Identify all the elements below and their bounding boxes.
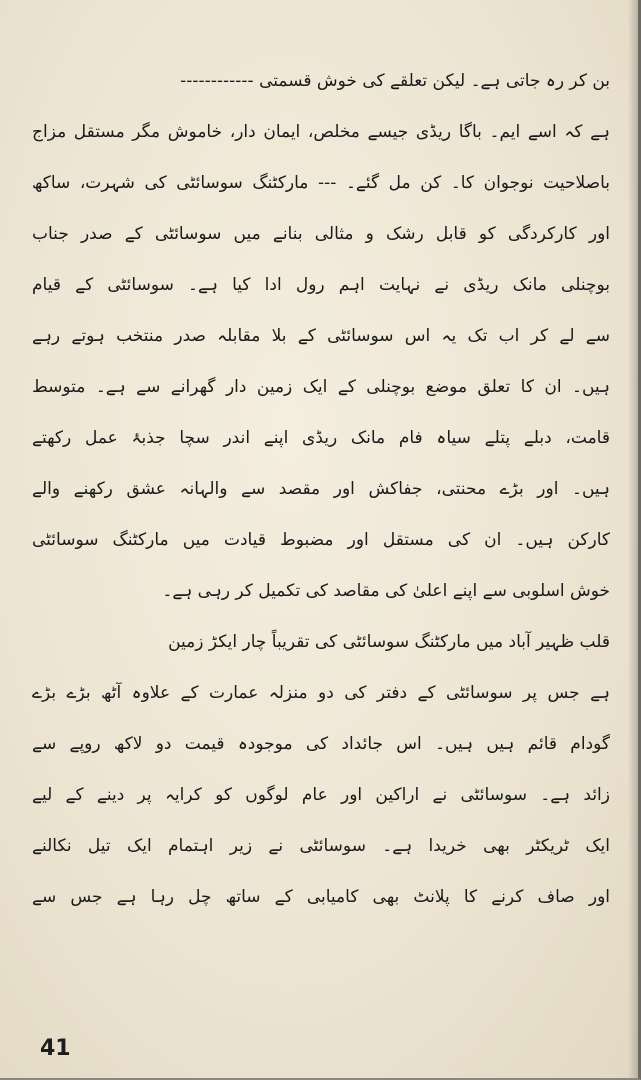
- text-line: ایک ٹریکٹر بھی خریدا ہے۔ سوسائٹی نے زیر اہتمام ایک تیل نکالنے: [32, 836, 610, 856]
- text-line: گودام قائم ہیں ہیں۔ اس جائداد کی موجودہ قیمت دو لاکھ روپے سے: [32, 734, 610, 754]
- text-line: زائد ہے۔ سوسائٹی نے اراکین اور عام لوگوں کو کرایہ پر دینے کے لیے: [32, 785, 610, 805]
- text-line: باصلاحیت نوجوان کا۔ کن مل گئے۔ --- مارکٹنگ سوسائٹی کی شہرت، ساکھ: [32, 173, 610, 193]
- text-line: ہیں۔ اور بڑے محنتی، جفاکش اور مقصد سے والہانہ عشق رکھنے والے: [32, 479, 610, 499]
- text-line: خوش اسلوبی سے اپنے اعلیٰ کی مقاصد کی تکمیل کر رہی ہے۔: [162, 581, 610, 601]
- text-line: قلب ظہیر آباد میں مارکٹنگ سوسائٹی کی تقریباً چار ایکڑ زمین: [168, 632, 610, 652]
- text-line: ہیں۔ ان کا تعلق موضع بوچنلی کے ایک زمین دار گھرانے سے ہے۔ متوسط: [32, 377, 610, 397]
- body-text: [32, 56, 610, 923]
- text-line: ہے جس پر سوسائٹی کے دفتر کی دو منزلہ عمارت کے علاوہ آٹھ بڑے بڑے: [32, 683, 610, 703]
- text-line: ہے کہ اسے ایم۔ باگا ریڈی جیسے مخلص، ایمان دار، خاموش مگر مستقل مزاج: [32, 122, 610, 142]
- text-line: اور صاف کرنے کا پلانٹ بھی کامیابی کے ساتھ چل رہا ہے جس سے: [32, 887, 610, 907]
- text-line: سے لے کر اب تک یہ اس سوسائٹی کے بلا مقابلہ صدر منتخب ہوتے رہے: [32, 326, 610, 346]
- text-line: بن کر رہ جاتی ہے۔ لیکن تعلقے کی خوش قسمتی ------------: [180, 71, 610, 91]
- text-line: کارکن ہیں۔ ان کی مستقل اور مضبوط قیادت میں مارکٹنگ سوسائٹی: [32, 530, 610, 550]
- text-line: قامت، دبلے پتلے سیاہ فام مانک ریڈی اپنے اندر سچا جذبۂ عمل رکھتے: [32, 428, 610, 448]
- text-line: اور کارکردگی کو قابل رشک و مثالی بنانے میں سوسائٹی کے صدر جناب: [32, 224, 610, 244]
- page-number: 41: [40, 1036, 71, 1061]
- text-line: بوچنلی مانک ریڈی نے نہایت اہم رول ادا کیا ہے۔ سوسائٹی کے قیام: [32, 275, 610, 295]
